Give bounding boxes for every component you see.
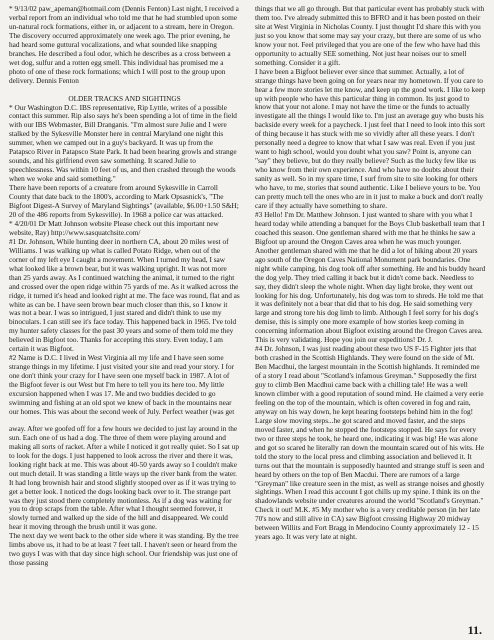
page-number: 11. [467,623,482,637]
report-paragraph: The next day we went back to the other side where it was standing. By the tree limbs above us, it had to be at least 7 feet tall. I haven't seen or heard from the two guys I was with that day since high school. Our friendship was just one of those passing [9,531,239,568]
right-column [255,5,486,542]
report-paragraph: #4 Dr. Johnson, I was just reading about these two US F-15 Fighter jets that both crashed in the Scottish Highlands. They were found on the side of Mt. Ben Macdhui, the largest mountain in the Scottish highlands. It reminded me of a story I read about "Scotland's infamous Greyman." Supposedly the first guy to climb Ben Macdhui came back with a chilling tale! He was a well known climber with a good reputation of sound mind. He claimed a very eerie feeling on the top of the mountain, which is often covered in fog and rain, anyway on his way down, he kept hearing footsteps behind him in the fog! Large slow moving steps...he got scared and moved faster, and the steps moved faster, and when he stopped the footsteps stopped. He says for every two or three steps he took, he heard one, indicating it was big! He was alone and got so scared he literally ran down the mountain scared out of his wits. He told the story to the local press and climbing association and believed it. It turns out that the mountain is supposedly haunted and strange stuff is seen and heard by others on the top of Ben Macdui. There are rumors of a large "Greyman" like creature seen in the mist, as well as strange noises and ghostly sightings. When I read this account I got chills up my spine. I think its on the shadowlands website under creatures around the world "Scotland's Greyman." Check it out! M.K. #5 My mother who is a very creditable person (in her late 70's now and still alive in CA) saw Bigfoot crossing Highway 20 midway between Willits and Fort Bragg in Mendocino County approximately 12 - 15 years ago. It was very late at night. [255,344,485,542]
report-paragraph: #2 Name is D.C. I lived in West Virginia all my life and I have seen some strange things in my lifetime. I just visited your site and read your story. I for one don't think your crazy for I have seen one myself back in 1987. A lot of the Bigfoot fever is out West but I'm here to tell you its here too. My little excursion happened when I was 17. Me and two buddies decided to go swimming and fishing at an old spot we knew of back in the mountains near our homes. This was about the second week of July. Perfect weather (was get [9,353,235,416]
report-paragraph: #1 Dr. Johnson, While hunting deer in northern CA, about 20 miles west of Williams. I was walking up what is called Potato Ridge, when out of the corner of my left eye I caught a movement. When I turned my head, I saw what looked like a brown bear, but it was walking upright. It was not more than 25 yards away. As I continued watching the animal, it turned to the right and crossed over the open ridge within 75 yards of me. As it walked across the ridge, it turned it's head and looked right at me. The face was round, flat and as white as can be. I have seen brown bear much closer than this, so I know it was not a bear. I was so intrigued, I just stared and didn't think to use my binoculars. I can still see it's face today. This happened back in 1965. I've told my hunter safety classes for the past 30 years and some of them told me they believed in Bigfoot too. Thanks for accepting this story. Even today, I am certain it was Bigfoot. [9,236,240,354]
report-paragraph: away. After we goofed off for a few hours we decided to just lay around in the sun. Each one of us had a dog. The three of them were playing around and making all sorts of racket. After a while I noticed it got really quiet. So I sat up to look for the dogs. I just happened to look across the river and there it was, looking right back at me. This was about 40-50 yards away so I couldn't make out much detail. It was standing a little ways up the river bank from the water. It had long brownish hair and stood slightly stooped over as if it was trying to get a better look. I noticed the dogs looking back over to it. The strange part was they just stood there completely motionless. As if a dog was waiting for you to drop scraps from the table. After what I thought seemed forever, it slowly turned and walked up the side of the hill and disappeared. We could hear it moving through the brush until it was gone. [9,423,239,532]
report-paragraph: I have been a Bigfoot believer ever since that summer. Actually, a lot of strange things have been going on for years near my hometown. If you care to hear a few more stories let me know, and keep up the good work. I like to keep up with people who have this particular thing in common. Its just good to know that your not alone. I may not have the time or the funds to actually investigate all the things I would like to. I'm just an average guy who busts his backside every week for a paycheck. I just feel that I need to look into this sort of thing because it has stuck with me so vividly after all these years. I don't personally need a degree to know that what I saw was real. Even if you just want to high school, would you doubt what you saw? Point is, anyone can "say" they believe, but do they really believe? Such as the lucky few like us who know from their own experience. And who have no doubts about their sanity as well. So in my spare time, I surf from site to site looking for others who have, to me, stories that sound authentic. Like I believe yours to be. You can pretty much tell the ones who are in it just to make a buck and don't really care if they actually have something to share. [255,66,486,210]
report-paragraph: There have been reports of a creature from around Sykesville in Carroll County that date back to the 1800's, according to Mark Opsasnick's, "The Bigfoot Digest-A Survey of Maryland Sightings" (available, $6.00+1.50 S&H; 20 of the 486 reports from Sykesville). In 1968 a police car was attacked. [9,183,239,219]
report-paragraph: * 9/13/02 paw_apeman@hotmail.com (Dennis Fenton) Last night, I received a verbal report from an individual who told me that he had stumbled upon some un-natural rock formations, either in, or adjacent to a stream, here in Oregon. The discovery occurred approximately one week ago. The prior evening, he had heard some guttural vocalizations, and what sounded like snapping branches. He described a foul odor, which he describes as a cross between a wet dog, sulfur and a rotten egg smell. This individual has promised me a photo of one of these rock formations; which I will post to the group upon delivery. Dennis Fenton [9,4,239,85]
report-paragraph: things that we all go through. But that particular event has probably stuck with them too. I've already submitted this to BFRO and it has been posted on their site at West Virginia in Nicholas County. I just thought I'd share this with you just so you know that some may say your crazy, but there are some of us who know your not. Feel privileged that you are one of the few who have had this opportunity to actually SEE something. Not just hear noises our to smell something. Consider it a gift. [255,4,485,67]
report-paragraph: * 4/20/01 Dr Matt Johnson website Please check out this important new website, Ray) http://www.sasquatchsite.com/ [9,218,219,237]
report-paragraph: * Our Washington D.C. IBS representative, Rip Lyttle, writes of a possible contact this summer. Rip also says he's been spending a lot of time in the field with our IBS Webmaster, Bill Dranganis. "I'm almost sure Julie and I were stalked by the Sykesville Monster here in central Maryland one night this summer, when we camped out in a guy's backyard. It was up from the Patapsco River in Patapsco State Park. It had been hearing growls and strange sounds, and his girlfriend even saw something. It scared Julie to speechlessness. Was within 10 feet of us, and then crashed through the woods when we woke and said something." [9,102,237,184]
section-title: OLDER TRACKS AND SIGHTINGS [68,93,181,103]
report-paragraph: #3 Hello! I'm Dr. Matthew Johnson. I just wanted to share with you what I heard today while attending a banquet for the Boys Club basketball team that I coached this season. One gentleman shared with me that he thinks he saw a Bigfoot up around the Oregon Caves area when he was much younger. Another gentleman shared with me that he did a lot of hiking about 20 years ago south of the Oregon Caves National Monument park boundaries. One night while camping, his dog took off after something. He and his buddy heard the dog yelp. They tried calling it back but it didn't come back. Needless to say, they didn't sleep the whole night. When day light broke, they went out looking for his dog. Unfortunately, his dog was torn to shreds. He told me that it was definitely not a bear that did that to his dog. He said something very large and strong tore his dog limb to limb. Although I feel sorry for his dog's demise, this is simply one more example of how stories keep coming in concerning information about Bigfoot existing around the Oregon Caves area. This is very validating. Hope you join our expeditions! Dr. J. [255,209,486,345]
left-column [9,5,240,568]
